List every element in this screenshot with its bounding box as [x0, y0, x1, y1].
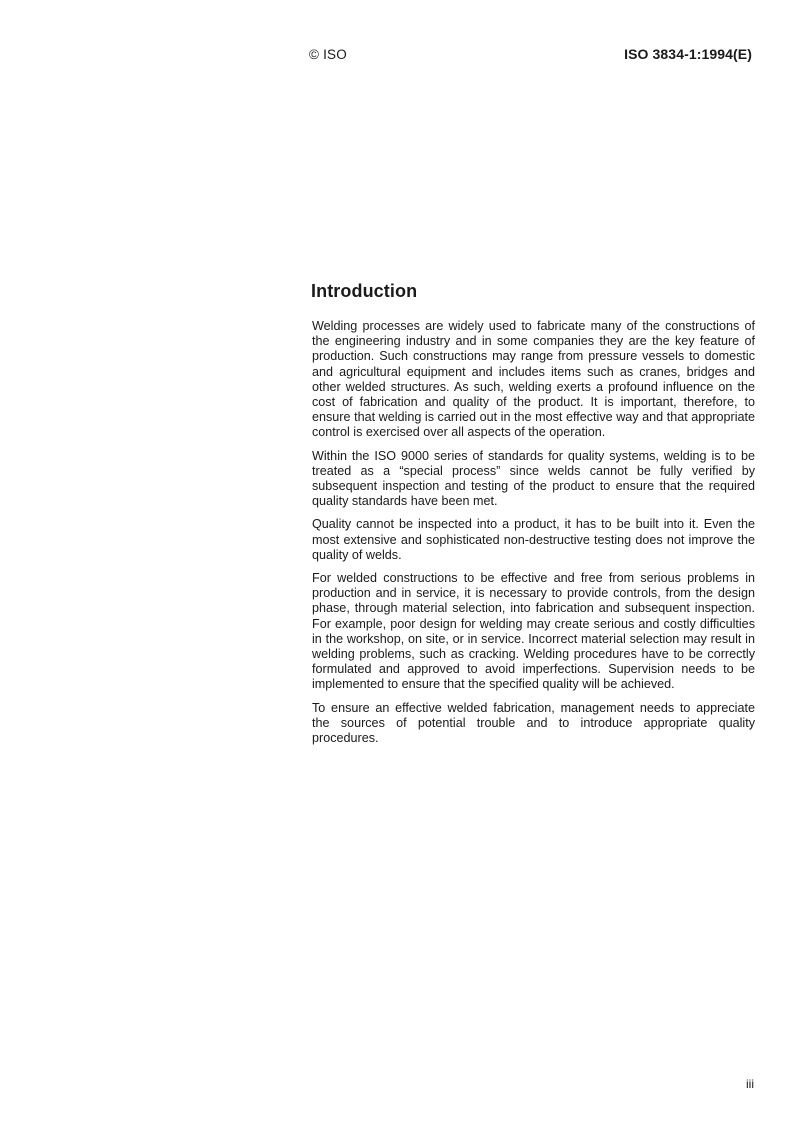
introduction-body [312, 319, 755, 754]
paragraph-2: Within the ISO 9000 series of standards for quality systems, welding is to be treated as a “special process” since welds cannot be fully verified by subsequent inspection and testing of the product to ensure that the required quality standards have been met. [312, 448, 755, 509]
paragraph-4: For welded constructions to be effective and free from serious problems in production and in service, it is necessary to provide controls, from the design phase, through material selection, into fabrication and subsequent inspection. For example, poor design for welding may create serious and costly difficulties in the workshop, on site, or in service. Incorrect material selection may result in welding problems, such as cracking. Welding procedures have to be correctly formulated and approved to avoid imperfections. Supervision needs to be implemented to ensure that the specified quality will be achieved. [312, 571, 755, 692]
standard-designation: ISO 3834-1:1994(E) [624, 46, 752, 62]
page-number: iii [746, 1077, 754, 1091]
paragraph-1: Welding processes are widely used to fabricate many of the constructions of the engineering industry and in some companies they are the key feature of production. Such constructions may range from pressure vessels to domestic and agricultural equipment and includes items such as cranes, bridges and other welded structures. As such, welding exerts a profound influence on the cost of fabrication and quality of the product. It is important, therefore, to ensure that welding is carried out in the most effective way and that appropriate control is exercised over all aspects of the operation. [312, 319, 755, 440]
paragraph-5: To ensure an effective welded fabrication, management needs to appreciate the sources of potential trouble and to introduce appropriate quality procedures. [312, 700, 755, 746]
copyright-notice: © ISO [309, 47, 347, 62]
section-title: Introduction [311, 281, 418, 301]
paragraph-3: Quality cannot be inspected into a product, it has to be built into it. Even the most extensive and sophisticated non-destructive testing does not improve the quality of welds. [312, 517, 755, 562]
